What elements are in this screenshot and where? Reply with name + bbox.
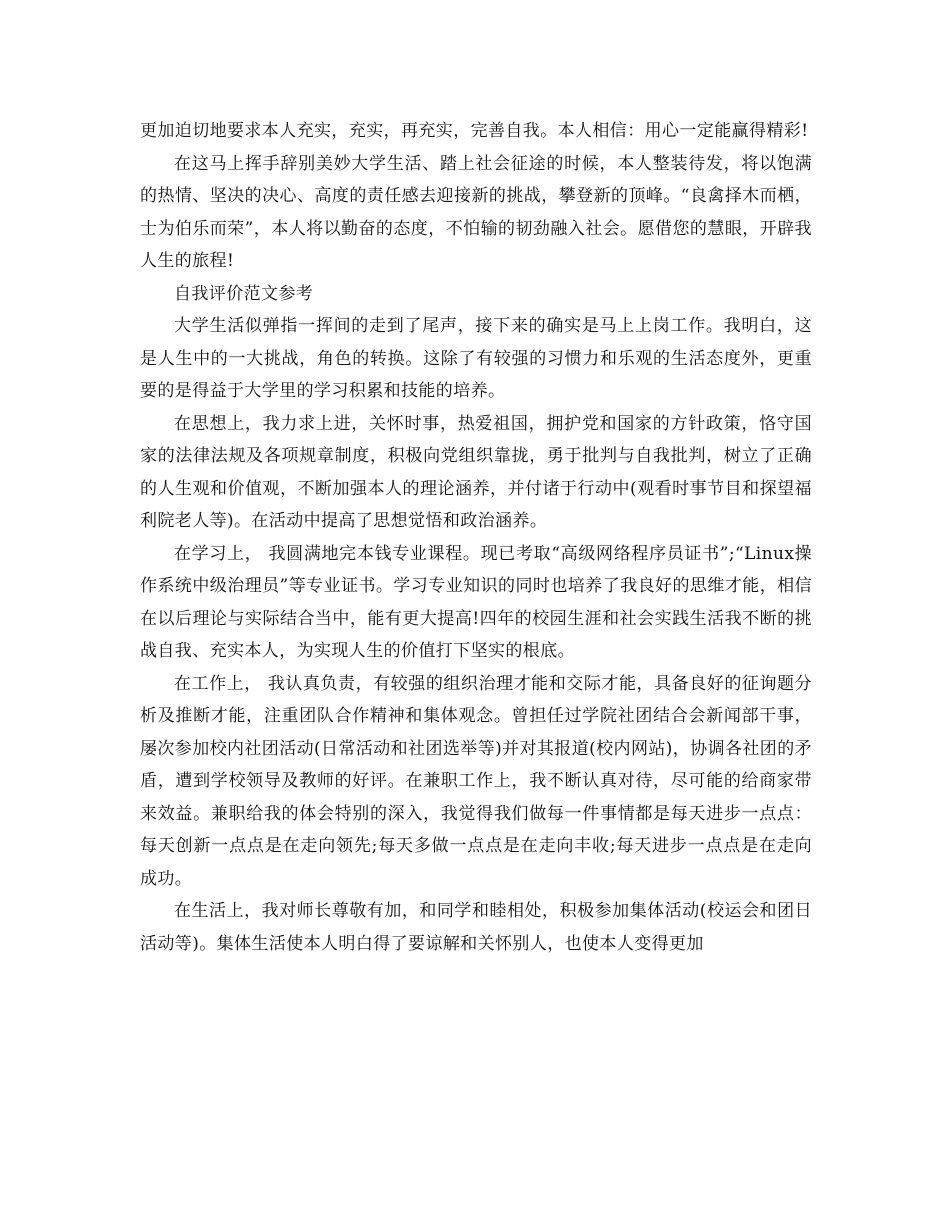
paragraph-4: 在思想上，我力求上进，关怀时事，热爱祖国，拥护党和国家的方针政策，恪守国家的法律法规及各项规章制度，积极向党组织靠拢，勇于批判与自我批判，树立了正确的人生观和价值观，不断加强本人的理论涵养，并付诸于行动中(观看时事节目和探望福利院老人等)。在活动中提高了思想觉悟和政治涵养。 — [140, 413, 812, 531]
document-body — [140, 115, 812, 960]
paragraph-2: 在这马上挥手辞别美妙大学生活、踏上社会征途的时候，本人整装待发，将以饱满的热情、坚决的决心、高度的责任感去迎接新的挑战，攀登新的顶峰。“良禽择木而栖，士为伯乐而荣”，本人将以勤奋的态度，不怕输的韧劲融入社会。愿借您的慧眼，开辟我人生的旅程! — [140, 153, 812, 271]
paragraph-1: 更加迫切地要求本人充实，充实，再充实，完善自我。本人相信：用心一定能赢得精彩! — [140, 121, 809, 141]
paragraph-3: 大学生活似弹指一挥间的走到了尾声，接下来的确实是马上上岗工作。我明白，这是人生中的一大挑战，角色的转换。这除了有较强的习惯力和乐观的生活态度外，更重要的是得益于大学里的学习积累和技能的培养。 — [140, 316, 812, 401]
section-heading: 自我评价范文参考 — [174, 283, 314, 304]
paragraph-5: 在学习上， 我圆满地完本钱专业课程。现已考取“高级网络程序员证书”;“Linux操作系统中级治理员”等专业证书。学习专业知识的同时也培养了我良好的思维才能，相信在以后理论与实际结合当中，能有更大提高!四年的校园生涯和社会实践生活我不断的挑战自我、充实本人，为实现人生的价值打下坚实的根底。 — [140, 543, 812, 661]
paragraph-6: 在工作上， 我认真负责，有较强的组织治理才能和交际才能，具备良好的征询题分析及推断才能，注重团队合作精神和集体观念。曾担任过学院社团结合会新闻部干事，屡次参加校内社团活动(日常活动和社团选举等)并对其报道(校内网站)，协调各社团的矛盾，遭到学校领导及教师的好评。在兼职工作上，我不断认真对待，尽可能的给商家带来效益。兼职给我的体会特别的深入，我觉得我们做每一件事情都是每天进步一点点：每天创新一点点是在走向领先;每天多做一点点是在走向丰收;每天进步一点点是在走向成功。 — [140, 673, 812, 889]
paragraph-7: 在生活上，我对师长尊敬有加，和同学和睦相处，积极参加集体活动(校运会和团日活动等)。集体生活使本人明白得了要谅解和关怀别人，也使本人变得更加 — [140, 901, 812, 954]
